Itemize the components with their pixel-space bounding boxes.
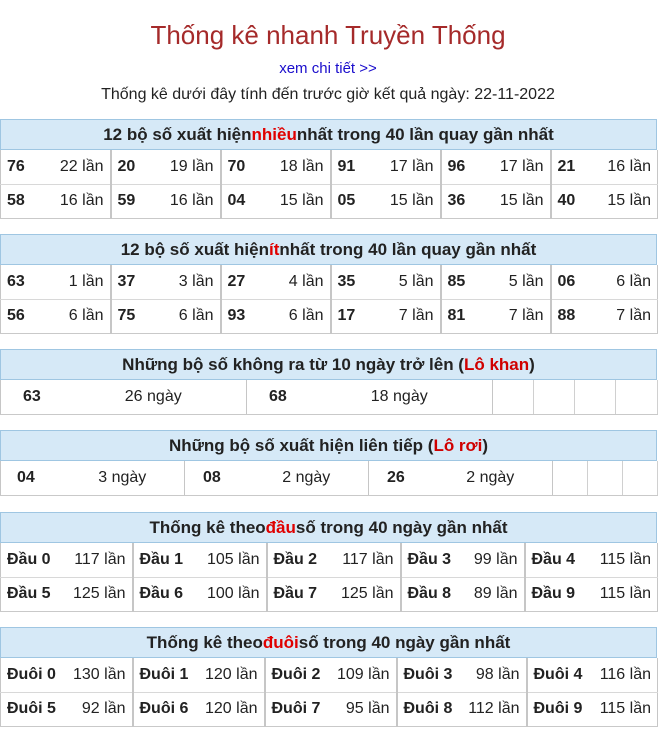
value-cell: 112 lần — [461, 692, 527, 726]
label-cell: Đầu 3 — [401, 543, 463, 577]
value-cell: 95 lần — [329, 692, 397, 726]
table-row — [1, 265, 658, 299]
number-cell: 40 — [551, 184, 589, 218]
label-cell: Đuôi 0 — [1, 658, 65, 692]
most-frequent-heading — [0, 119, 657, 150]
label-cell: Đầu 5 — [1, 577, 63, 611]
label-cell: Đầu 7 — [267, 577, 329, 611]
label-cell: Đuôi 6 — [133, 692, 197, 726]
value-cell: 130 lần — [65, 658, 133, 692]
label-cell: Đầu 9 — [525, 577, 587, 611]
count-cell: 15 lần — [259, 184, 331, 218]
value-cell: 100 lần — [195, 577, 267, 611]
lo-roi-table — [0, 461, 658, 496]
number-cell: 63 — [1, 380, 61, 414]
table-row — [1, 150, 658, 184]
empty-cell — [623, 461, 658, 495]
number-cell: 35 — [331, 265, 369, 299]
count-cell: 5 lần — [369, 265, 441, 299]
heading-text: Những bộ số xuất hiện liên tiếp ( — [168, 435, 434, 455]
label-cell: Đuôi 3 — [397, 658, 461, 692]
duoi-heading — [0, 627, 657, 658]
value-cell: 115 lần — [587, 577, 658, 611]
label-cell: Đầu 2 — [267, 543, 329, 577]
empty-cell — [575, 380, 616, 414]
heading-highlight: đuôi — [262, 632, 299, 652]
count-cell: 7 lần — [589, 299, 658, 333]
table-row — [1, 658, 658, 692]
number-cell: 27 — [221, 265, 259, 299]
number-cell: 56 — [1, 299, 39, 333]
number-cell: 70 — [221, 150, 259, 184]
number-cell: 58 — [1, 184, 39, 218]
count-cell: 6 lần — [39, 299, 111, 333]
value-cell: 99 lần — [463, 543, 525, 577]
count-cell: 6 lần — [589, 265, 658, 299]
days-cell: 18 ngày — [307, 380, 493, 414]
duoi-table — [0, 658, 658, 727]
label-cell: Đuôi 2 — [265, 658, 329, 692]
empty-cell — [553, 461, 588, 495]
number-cell: 81 — [441, 299, 479, 333]
label-cell: Đuôi 8 — [397, 692, 461, 726]
number-cell: 85 — [441, 265, 479, 299]
value-cell: 115 lần — [591, 692, 658, 726]
label-cell: Đầu 4 — [525, 543, 587, 577]
number-cell: 59 — [111, 184, 149, 218]
days-cell: 2 ngày — [245, 461, 369, 495]
number-cell: 20 — [111, 150, 149, 184]
empty-cell — [616, 380, 658, 414]
lo-roi-heading — [0, 430, 657, 461]
table-row — [1, 692, 658, 726]
value-cell: 125 lần — [63, 577, 133, 611]
value-cell: 105 lần — [195, 543, 267, 577]
heading-text: Thống kê theo — [146, 632, 263, 652]
count-cell: 18 lần — [259, 150, 331, 184]
number-cell: 88 — [551, 299, 589, 333]
count-cell: 5 lần — [479, 265, 551, 299]
heading-text: 12 bộ số xuất hiện — [120, 239, 269, 259]
count-cell: 16 lần — [589, 150, 658, 184]
label-cell: Đầu 1 — [133, 543, 195, 577]
heading-text: ) — [482, 435, 489, 455]
lo-khan-table — [0, 380, 658, 415]
count-cell: 15 lần — [479, 184, 551, 218]
number-cell: 68 — [247, 380, 307, 414]
heading-text: ) — [529, 354, 535, 374]
heading-highlight: Lô rơi — [433, 435, 483, 455]
value-cell: 109 lần — [329, 658, 397, 692]
lo-roi-section — [0, 430, 657, 496]
lo-khan-section — [0, 349, 657, 415]
value-cell: 117 lần — [63, 543, 133, 577]
heading-text: Những bộ số không ra từ 10 ngày trở lên ( — [122, 354, 464, 374]
number-cell: 04 — [1, 461, 61, 495]
least-frequent-heading — [0, 234, 657, 265]
count-cell: 7 lần — [479, 299, 551, 333]
count-cell: 6 lần — [259, 299, 331, 333]
count-cell: 17 lần — [369, 150, 441, 184]
number-cell: 96 — [441, 150, 479, 184]
table-row — [1, 461, 658, 495]
label-cell: Đuôi 9 — [527, 692, 591, 726]
table-row — [1, 577, 658, 611]
count-cell: 3 lần — [149, 265, 221, 299]
heading-highlight: Lô khan — [463, 354, 530, 374]
count-cell: 17 lần — [479, 150, 551, 184]
value-cell: 92 lần — [65, 692, 133, 726]
empty-cell — [534, 380, 575, 414]
number-cell: 76 — [1, 150, 39, 184]
table-row — [1, 543, 658, 577]
label-cell: Đầu 8 — [401, 577, 463, 611]
value-cell: 98 lần — [461, 658, 527, 692]
lo-khan-heading — [0, 349, 657, 380]
page-title: Thống kê nhanh Truyền Thống — [150, 20, 506, 50]
duoi-section — [0, 627, 657, 727]
table-row — [1, 380, 658, 414]
value-cell: 120 lần — [197, 692, 265, 726]
heading-text: Thống kê theo — [149, 517, 266, 537]
label-cell: Đuôi 1 — [133, 658, 197, 692]
number-cell: 21 — [551, 150, 589, 184]
number-cell: 06 — [551, 265, 589, 299]
number-cell: 63 — [1, 265, 39, 299]
value-cell: 115 lần — [587, 543, 658, 577]
count-cell: 16 lần — [39, 184, 111, 218]
label-cell: Đầu 6 — [133, 577, 195, 611]
label-cell: Đuôi 7 — [265, 692, 329, 726]
number-cell: 36 — [441, 184, 479, 218]
least-frequent-table — [0, 265, 658, 334]
least-frequent-section — [0, 234, 657, 334]
number-cell: 75 — [111, 299, 149, 333]
days-cell: 2 ngày — [429, 461, 553, 495]
heading-highlight: nhiều — [251, 124, 297, 144]
days-cell: 26 ngày — [61, 380, 247, 414]
label-cell: Đầu 0 — [1, 543, 63, 577]
empty-cell — [588, 461, 623, 495]
most-frequent-table — [0, 150, 658, 219]
count-cell: 6 lần — [149, 299, 221, 333]
count-cell: 7 lần — [369, 299, 441, 333]
number-cell: 08 — [185, 461, 245, 495]
count-cell: 4 lần — [259, 265, 331, 299]
number-cell: 93 — [221, 299, 259, 333]
heading-text: nhất trong 40 lần quay gần nhất — [296, 124, 554, 144]
count-cell: 19 lần — [149, 150, 221, 184]
heading-text: số trong 40 ngày gần nhất — [298, 632, 511, 652]
number-cell: 37 — [111, 265, 149, 299]
heading-text: 12 bộ số xuất hiện — [103, 124, 252, 144]
value-cell: 117 lần — [329, 543, 401, 577]
heading-text: nhất trong 40 lần quay gần nhất — [279, 239, 537, 259]
empty-cell — [493, 380, 534, 414]
detail-link[interactable]: xem chi tiết >> — [279, 60, 377, 77]
dau-heading — [0, 512, 657, 543]
label-cell: Đuôi 5 — [1, 692, 65, 726]
number-cell: 04 — [221, 184, 259, 218]
table-row — [1, 184, 658, 218]
value-cell: 125 lần — [329, 577, 401, 611]
number-cell: 05 — [331, 184, 369, 218]
count-cell: 15 lần — [369, 184, 441, 218]
count-cell: 16 lần — [149, 184, 221, 218]
count-cell: 1 lần — [39, 265, 111, 299]
dau-section — [0, 512, 657, 612]
number-cell: 17 — [331, 299, 369, 333]
most-frequent-section — [0, 119, 657, 219]
page-subtitle: Thống kê dưới đây tính đến trước giờ kết quả ngày: 22-11-2022 — [101, 86, 555, 103]
heading-highlight: ít — [269, 239, 280, 259]
label-cell: Đuôi 4 — [527, 658, 591, 692]
table-row — [1, 299, 658, 333]
number-cell: 91 — [331, 150, 369, 184]
days-cell: 3 ngày — [61, 461, 185, 495]
value-cell: 120 lần — [197, 658, 265, 692]
heading-highlight: đầu — [265, 517, 296, 537]
count-cell: 15 lần — [589, 184, 658, 218]
count-cell: 22 lần — [39, 150, 111, 184]
dau-table — [0, 543, 658, 612]
heading-text: số trong 40 ngày gần nhất — [295, 517, 508, 537]
value-cell: 116 lần — [591, 658, 658, 692]
number-cell: 26 — [369, 461, 429, 495]
value-cell: 89 lần — [463, 577, 525, 611]
